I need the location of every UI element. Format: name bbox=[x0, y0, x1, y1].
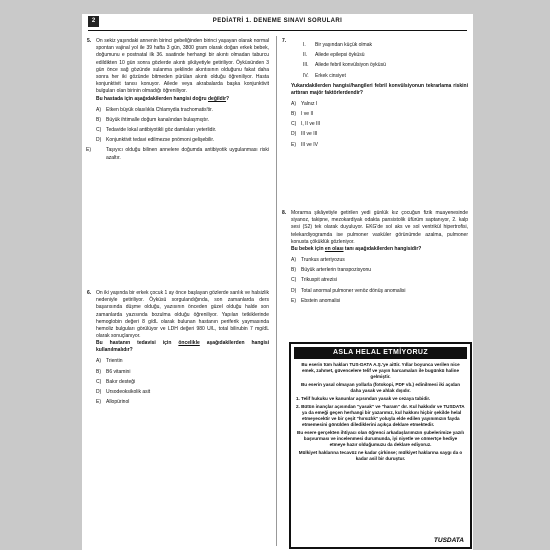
option-b[interactable]: B) Büyük ihtimalle doğum kanalından bulaşmıştır. bbox=[96, 116, 210, 123]
option-e[interactable]: E) Ebstein anomalisi bbox=[291, 297, 341, 304]
question-stem: Bu hastada için aşağıdakilerden hangisi doğru değildir? bbox=[96, 95, 230, 102]
option-d[interactable]: D) Konjunktivit tedavi edilmezse pnömoni gelişebilir. bbox=[96, 137, 215, 144]
roman-item: IV. Erkek cinsiyet bbox=[303, 72, 346, 79]
copyright-notice bbox=[289, 342, 472, 549]
option-e[interactable]: E) III ve IV bbox=[291, 141, 318, 148]
question-stem: Bu hastanın tedavisi için öncelikle aşağıdakilerden hangisi kullanılmalıdır? bbox=[96, 340, 270, 354]
option-b[interactable]: B) B6 vitamini bbox=[96, 368, 131, 375]
option-e[interactable]: E) Allopürinol bbox=[96, 399, 130, 406]
option-b[interactable]: B) I ve II bbox=[291, 111, 314, 118]
notice-paragraph: Bu esere gerçekten ihtiyacı olan öğrenci arkadaşlarımızın şubelerimize yazılı başvurması ve incelenmesi durumunda, iyi niyetle ve cömertçe hediye etmeye hazır olduğumuzu da deklare ediyoruz. bbox=[297, 430, 464, 447]
page-header: PEDİATRİ 1. DENEME SINAVI SORULARI bbox=[212, 18, 343, 24]
option-c[interactable]: C) Bakır desteği bbox=[96, 378, 136, 385]
page-number: 2 bbox=[88, 16, 99, 27]
question-stem: Bu bebek için en olası tanı aşağıdakilerden hangisidir? bbox=[291, 246, 422, 253]
question-text: On iki yaşında bir erkek çocuk 1 ay önce başlayan gözlerde sarılık ve halsizlik nedeniyle getiriliyor. Öyküsü sorgulandığında, son zamanlarda ders başarısında düşme olduğu, yazısının önceden güzel olduğu halde son zamanlarda yazısında bozulma olduğu öğreniliyor. Yapılan tetkiklerinde hemoglobin değeri 8 g/dL olarak bulunan hastanın periferik yaymasında hemoliz bulguları görülüyor ve LDH değeri 980 U/L, total bilirubin 7 mg/dL olarak sonuçlanıyor. bbox=[96, 290, 269, 340]
option-b[interactable]: B) Büyük arterlerin transpozisyonu bbox=[291, 267, 372, 274]
answer-options bbox=[291, 101, 468, 149]
question-number: 6. bbox=[87, 290, 92, 296]
question-number: 7. bbox=[282, 38, 287, 44]
question-number: 5. bbox=[87, 38, 92, 44]
notice-list bbox=[296, 396, 465, 428]
notice-list-item: 2. Bütün inançlar açısından "yasak" ve "haram" dır. Kul hakkıdır ve TUSDATA ya da emeği geçen herhangi bir yazarımız, kul hakkını hiçbir şekilde helal etmeyecektir ve bir çeşit "hırsızlık" yoluyla elde edilen yayınımızın fayda etmemesini gönülden dilediklerini açıkça deklare etmektedir. bbox=[296, 404, 465, 427]
roman-list bbox=[303, 42, 468, 80]
roman-item: III. Ailede febril konvülsiyon öyküsü bbox=[303, 62, 386, 69]
option-a[interactable]: A) Etken büyük olasılıkla Chlamydia trachomatis'tir. bbox=[96, 106, 213, 113]
answer-options bbox=[86, 106, 269, 162]
question-7 bbox=[282, 38, 468, 152]
notice-list-item: 1. Telif hukuku ve kanunlar açısından yasak ve cezaya tabidir. bbox=[296, 396, 431, 401]
question-text: Morarma şikâyetiyle getirilen yedi günlük kız çocuğun fizik muayenesinde siyanoz, takipne, mezokardiyak odakta pansistolik üfürüm saptanıyor, 2. kalp sesi (S2) tek olarak duyuluyor. EKG'de sol aks ve sol ventrikül hipertrofisi, telekardiyogramda ise pulmoner vasküler görünümde azalma, pulmoner konusta çöküklük gözleniyor. bbox=[291, 210, 468, 245]
answer-options bbox=[291, 257, 468, 305]
option-a[interactable]: A) Yalnız I bbox=[291, 100, 318, 107]
question-number: 8. bbox=[282, 210, 287, 216]
option-a[interactable]: A) Trunkus arteriyozus bbox=[291, 257, 345, 264]
column-divider bbox=[276, 36, 277, 546]
roman-item: II. Ailede epilepsi öyküsü bbox=[303, 52, 365, 59]
option-d[interactable]: D) III ve III bbox=[291, 131, 318, 138]
option-d[interactable]: D) Total anormal pulmoner venöz dönüş anomalisi bbox=[291, 287, 406, 294]
notice-title: ASLA HELAL ETMİYORUZ bbox=[294, 347, 467, 359]
exam-page bbox=[82, 14, 473, 550]
option-c[interactable]: C) Trikuspit atrezisi bbox=[291, 277, 337, 284]
option-e[interactable]: E) Taşıyıcı olduğu bilinen annelere doğumda antibiyotik uygulanması riski azaltır. bbox=[86, 147, 269, 161]
question-stem: Yukarıdakilerden hangisi/hangileri febril konvülsiyonun tekrarlama riskini arttıran majör faktörlerdendir? bbox=[291, 82, 468, 96]
notice-paragraph: Bu eserin yasal olmayan yollarla (fotokopi, PDF vb.) edinilmesi iki açıdan daha yasak ve ahlak dışıdır. bbox=[300, 382, 461, 393]
notice-paragraph: Mülkiyet haklarına tecavüz ne kadar çirkinse; mülkiyet haklarına saygı da o kadar asil bir duruştur. bbox=[298, 450, 463, 461]
header-rule bbox=[88, 30, 467, 31]
roman-item: I. Bir yaşından küçük olmak bbox=[303, 42, 372, 48]
notice-paragraph: Bu eserin tüm hakları TUS-DATA A.Ş.'ye aittir. Yıllar boyunca verilen nice emek, zahmet, güvencelere telif ve yayın harcamaları ile bugünkü haline gelmiştir. bbox=[301, 362, 460, 379]
question-6 bbox=[87, 290, 269, 409]
question-5 bbox=[87, 38, 269, 165]
option-c[interactable]: C) Tedavide lokal antibiyotikli göz damlaları yeterlidir. bbox=[96, 127, 217, 134]
option-a[interactable]: A) Trientin bbox=[96, 358, 123, 365]
option-d[interactable]: D) Ursodeoksikolik asit bbox=[96, 389, 151, 396]
answer-options bbox=[96, 358, 269, 406]
option-c[interactable]: C) I, II ve III bbox=[291, 121, 321, 128]
tusdata-logo: TUSDATA bbox=[433, 537, 464, 544]
question-8 bbox=[282, 210, 468, 308]
question-text: On sekiz yaşındaki annenin birinci gebeliğinden birinci yaşayan olarak normal spontan vajinal yol ile 39 hafta 3 gün, 3800 gram olarak doğan erkek bebek, doğumunu e postnatal ilk 36. saatinde herhangi bir akıntı olmadan taburcu edildikten 10 gün sonra gözlerde akıntı şikâyetiyle getiriliyor. Öyküsünden 3 gün önce sağ gözünde sulanma şeklinde akıntısının olduğunu fakat daha sonra her iki gözünde bitmeden pürülan akıntı olduğu öğreniliyor. Hasta konjunktivit tanısı konuyor. Ailede veya akrabalarda başka konjunktivit bulguları olan birinin olmadığı öğreniliyor. bbox=[96, 38, 269, 95]
